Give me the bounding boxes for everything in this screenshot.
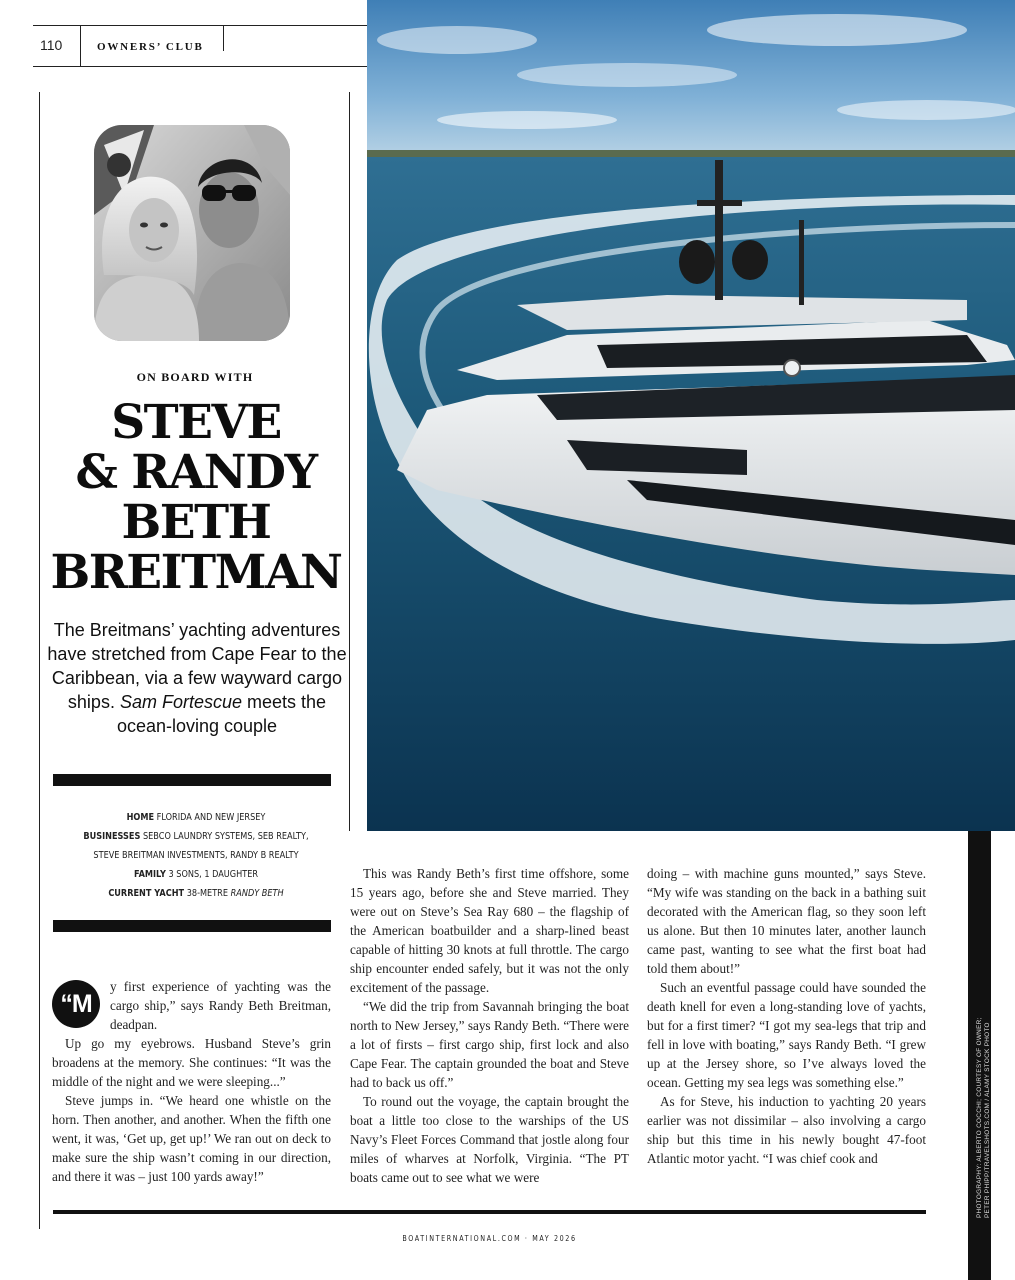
footer-rule [53, 1210, 926, 1214]
fact-box-rule-bottom [53, 920, 331, 932]
standfirst-text: The Breitmans’ yachting adventures have stretched from Cape Fear to the Caribbean, via a few wayward cargo ships. [47, 620, 347, 712]
title-line: BREITMAN [50, 545, 342, 600]
paragraph: Steve jumps in. “We heard one whistle on the horn. Then another, and another. When the fifth one went, it was, ‘Get up, get up!’ We ran out on deck to make sure the ship wasn’t coming in our direction, and there it was – just 100 yards away!” [52, 1093, 331, 1184]
fact-row: CURRENT YACHT 38-METRE RANDY BETH [108, 888, 284, 899]
title-line: STEVE [111, 395, 281, 450]
body-column-1 [52, 977, 331, 1186]
header-rule-bottom [33, 66, 367, 67]
title-line: & RANDY [75, 445, 317, 500]
section-name: OWNERS’ CLUB [97, 41, 204, 53]
fact-row: BUSINESSES SEBCO LAUNDRY SYSTEMS, SEB REALTY, STEVE BREITMAN INVESTMENTS, RANDY B REALTY [83, 831, 309, 861]
fact-row: FAMILY 3 SONS, 1 DAUGHTER [133, 869, 259, 880]
footer-text: BOATINTERNATIONAL.COM · MAY 2026 [402, 1234, 577, 1243]
body-column-2 [350, 864, 629, 1187]
paragraph: doing – with machine guns mounted,” says Steve. “My wife was standing on the back in a bathing suit decorated with the American flag, so they soon left us alone. But then 10 minutes later, another launch came past, wanting to see what the first boat had told them about!” [647, 866, 926, 976]
photo-credit: PHOTOGRAPHY: ALBERTO COCCHI; COURTESY OF OWNER; PETER PHIPP/TRAVELSHOTS.COM / ALAMY STOCK PHOTO [976, 1017, 991, 1218]
header-divider [223, 26, 224, 51]
drop-cap: “M [52, 980, 100, 1028]
fact-box [63, 808, 328, 903]
kicker: ON BOARD WITH [136, 370, 254, 384]
yacht-photo [367, 0, 1015, 831]
panel-rule-left [39, 92, 40, 1229]
page-number: 110 [40, 37, 63, 53]
article-title [40, 395, 352, 600]
paragraph: “We did the trip from Savannah bringing the boat north to New Jersey,” says Randy Beth. “There were a lot of firsts – first cargo ship, first lock and also Cape Fear. The captain grounded the boat and Steve had to back us off.” [350, 999, 629, 1090]
standfirst-text: meets the ocean-loving couple [116, 692, 327, 736]
fact-box-rule-top [53, 774, 331, 786]
owners-portrait-photo [94, 125, 290, 341]
fact-row: HOME FLORIDA AND NEW JERSEY [126, 812, 266, 823]
paragraph: This was Randy Beth’s first time offshore, some 15 years ago, before she and Steve married. They were out on Steve’s Sea Ray 680 – the flagship of the American boatbuilder and a sharp-lined beast capable of hitting 30 knots at full throttle. The cargo ship encounter ended safely, but it was not the only excitement of the passage. [350, 866, 629, 995]
author-name: Sam Fortescue [119, 692, 243, 712]
body-column-3 [647, 864, 926, 1168]
paragraph: As for Steve, his induction to yachting 20 years earlier was not dissimilar – also involving a cargo ship but this time in his newly bought 47-foot Atlantic motor yacht. “I was chief cook and [647, 1094, 926, 1166]
paragraph: y first experience of yachting was the cargo ship,” says Randy Beth Breitman, deadpan. [110, 979, 331, 1032]
paragraph: To round out the voyage, the captain brought the boat a little too close to the warships of the US Navy’s Fleet Forces Command that jostle along four miles of wharves at Norfolk, Virginia. “The PT boats came out to see what we were [350, 1094, 629, 1185]
paragraph: Up go my eyebrows. Husband Steve’s grin broadens at the memory. She continues: “It was the middle of the night and we were sleeping...” [52, 1036, 331, 1089]
header-divider [80, 26, 81, 66]
title-line: BETH [121, 495, 271, 550]
standfirst [47, 618, 347, 738]
paragraph: Such an eventful passage could have sounded the death knell for even a long-standing love of yachts, but for a first timer? “I got my sea-legs that trip and fell in love with boating,” says Randy Beth. “I grew up at the Jersey shore, so I’ve always loved the ocean. Getting my sea legs was something else.” [647, 980, 926, 1090]
header-rule-top [33, 25, 367, 26]
